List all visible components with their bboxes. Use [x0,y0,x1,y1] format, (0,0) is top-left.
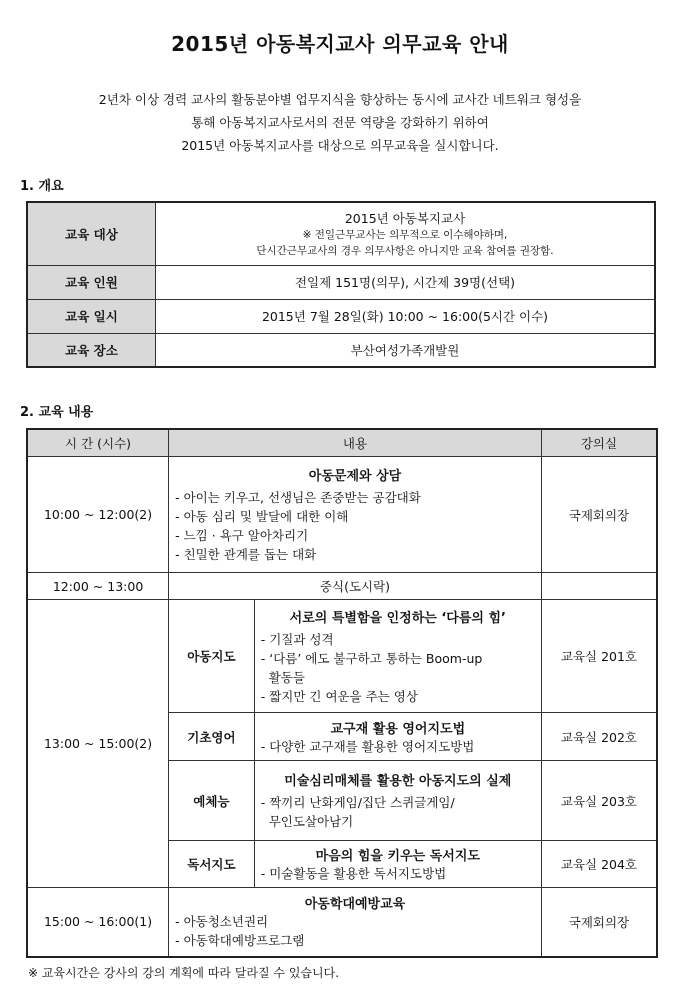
category: 독서지도 [169,841,255,888]
list-item: - 아동학대예방프로그램 [175,933,305,949]
session-room: 국제회의장 [541,457,657,573]
list-item: - 미술활동을 활용한 독서지도방법 [260,866,447,881]
session-items [255,864,541,883]
session-time: 10:00 ~ 12:00(2) [27,457,169,573]
session-title: 아동문제와 상담 [308,469,402,484]
session-title: 교구재 활용 영어지도법 [330,721,466,737]
list-item: - ‘다름’ 에도 불구하고 통하는 Boom-up [260,650,483,666]
session-title: 마음의 힘을 키우는 독서지도 [315,849,480,864]
place-label: 교육 장소 [27,333,156,367]
place-value: 부산여성가족개발원 [156,333,656,367]
session-content [169,457,542,573]
people-value: 전일제 151명(의무), 시간제 39명(선택) [156,265,656,299]
intro-text [0,88,680,157]
list-item: - 아동청소년권리 [175,914,269,930]
list-item: - 친밀한 관계를 돕는 대화 [175,547,317,562]
target-note: ※ 전일근무교사는 의무적으로 이수해야하며, [302,228,508,241]
session-items [255,630,541,706]
people-label: 교육 인원 [27,265,156,299]
session-content [169,888,542,957]
header-room: 강의실 [541,429,657,457]
list-item: - 아동 심리 및 발달에 대한 이해 [175,509,349,524]
session-title: 미술심리매체를 활용한 아동지도의 실제 [284,774,512,789]
lunch-time: 12:00 ~ 13:00 [27,573,169,600]
intro-line: 2015년 아동복지교사를 대상으로 의무교육을 실시합니다. [181,138,499,153]
date-value: 2015년 7월 28일(화) 10:00 ~ 16:00(5시간 이수) [156,299,656,333]
list-item: - 느낌 · 욕구 알아차리기 [175,528,309,543]
category: 아동지도 [169,600,255,713]
session-content [254,713,541,761]
session-room: 교육실 203호 [541,761,657,841]
page-title: 2015년 아동복지교사 의무교육 안내 [171,32,509,56]
header-time: 시 간 (시수) [27,429,169,457]
lunch: 중식(도시락) [169,573,542,600]
session-content [254,600,541,713]
list-item: 활동들 [260,669,305,685]
list-item: - 아이는 키우고, 선생님은 존중받는 공감대화 [175,490,421,505]
session-items [169,912,541,950]
intro-line: 통해 아동복지교사로서의 전문 역량을 강화하기 위하여 [191,115,489,130]
category: 예체능 [169,761,255,841]
target-value: 2015년 아동복지교사 [344,210,466,226]
session-time: 15:00 ~ 16:00(1) [27,888,169,957]
section-heading-overview: 1. 개요 [20,179,64,194]
category: 기초영어 [169,713,255,761]
session-time: 13:00 ~ 15:00(2) [27,600,169,888]
session-title: 서로의 특별함을 인정하는 ‘다름의 힘’ [289,610,506,626]
target-cell [156,202,656,265]
list-item: - 다양한 교구재를 활용한 영어지도방법 [260,738,475,754]
session-room: 교육실 204호 [541,841,657,888]
overview-table [26,201,656,368]
session-items [169,488,541,564]
footnote: ※ 교육시간은 강사의 강의 계획에 따라 달라질 수 있습니다. [28,966,340,980]
section-heading-content: 2. 교육 내용 [20,405,94,420]
date-label: 교육 일시 [27,299,156,333]
session-room: 교육실 202호 [541,713,657,761]
header-content: 내용 [169,429,542,457]
session-room: 국제회의장 [541,888,657,957]
session-items [255,737,541,756]
list-item: - 기질과 성격 [260,631,334,647]
intro-line: 2년차 이상 경력 교사의 활동분야별 업무지식을 향상하는 동시에 교사간 네트워크 형성을 [98,92,582,107]
session-items [255,793,541,831]
lunch-room [541,573,657,600]
session-title: 아동학대예방교육 [304,897,406,913]
session-content [254,761,541,841]
schedule-table [26,428,658,958]
session-content [254,841,541,888]
list-item: - 짝끼리 난화게임/집단 스퀴글게임/ [260,795,455,810]
list-item: - 짧지만 긴 여운을 주는 영상 [260,688,418,704]
target-label: 교육 대상 [27,202,156,265]
target-note: 단시간근무교사의 경우 의무사항은 아니지만 교육 참여를 권장함. [256,244,554,257]
list-item: 무인도살아남기 [260,814,354,829]
session-room: 교육실 201호 [541,600,657,713]
